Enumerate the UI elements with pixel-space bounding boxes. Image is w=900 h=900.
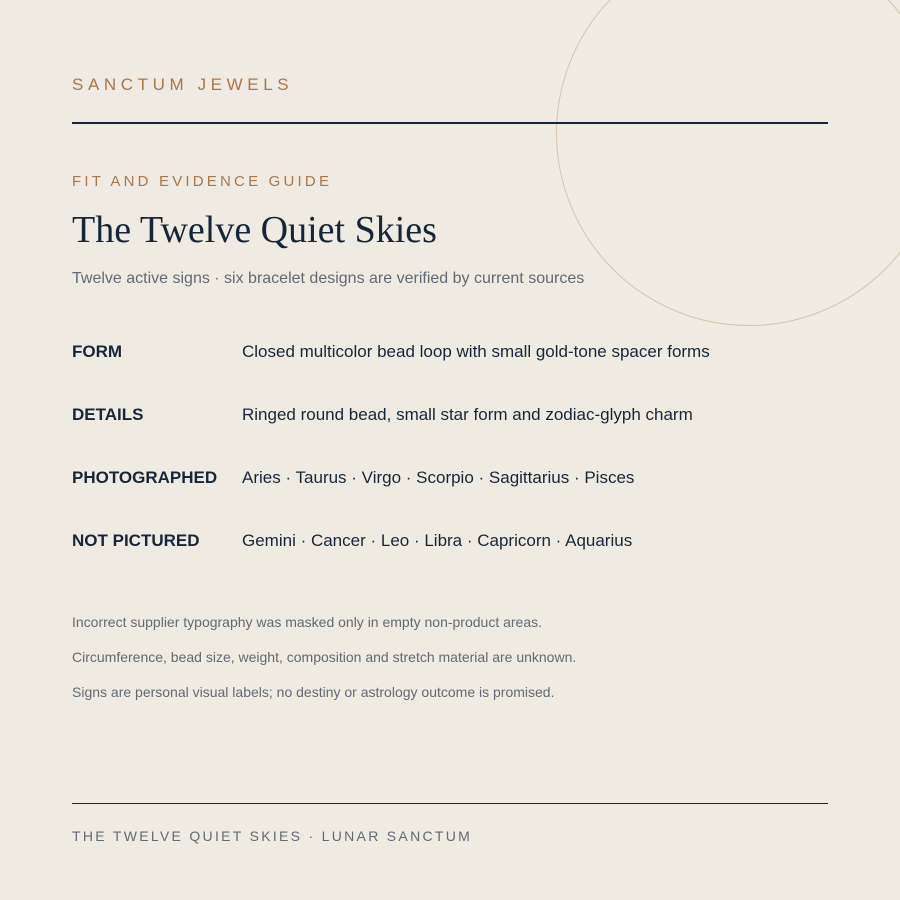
- spec-label: NOT PICTURED: [72, 531, 200, 550]
- guide-kicker: FIT AND EVIDENCE GUIDE: [72, 173, 333, 190]
- page-subtitle: Twelve active signs · six bracelet designs are verified by current sources: [72, 270, 585, 287]
- footer-text: THE TWELVE QUIET SKIES · LUNAR SANCTUM: [72, 828, 473, 844]
- note-unknowns: Circumference, bead size, weight, composition and stretch material are unknown.: [72, 649, 577, 665]
- spec-row-details: [72, 405, 828, 429]
- spec-row-form: [72, 342, 828, 366]
- spec-label: PHOTOGRAPHED: [72, 468, 218, 487]
- brand-name: SANCTUM JEWELS: [72, 75, 294, 94]
- decorative-circle: [556, 0, 900, 326]
- note-disclaimer: Signs are personal visual labels; no destiny or astrology outcome is promised.: [72, 684, 555, 700]
- spec-value: Closed multicolor bead loop with small gold-tone spacer forms: [242, 342, 710, 361]
- spec-row-not-pictured: [72, 531, 828, 555]
- footer-divider: [72, 803, 828, 804]
- spec-row-photographed: [72, 468, 828, 492]
- spec-value: Aries · Taurus · Virgo · Scorpio · Sagittarius · Pisces: [242, 468, 635, 487]
- note-typography: Incorrect supplier typography was masked only in empty non-product areas.: [72, 614, 543, 630]
- page-title: The Twelve Quiet Skies: [72, 209, 437, 251]
- spec-label: DETAILS: [72, 405, 144, 424]
- spec-value: Ringed round bead, small star form and zodiac-glyph charm: [242, 405, 693, 424]
- spec-label: FORM: [72, 342, 123, 361]
- spec-value: Gemini · Cancer · Leo · Libra · Capricorn · Aquarius: [242, 531, 633, 550]
- header-divider: [72, 122, 828, 124]
